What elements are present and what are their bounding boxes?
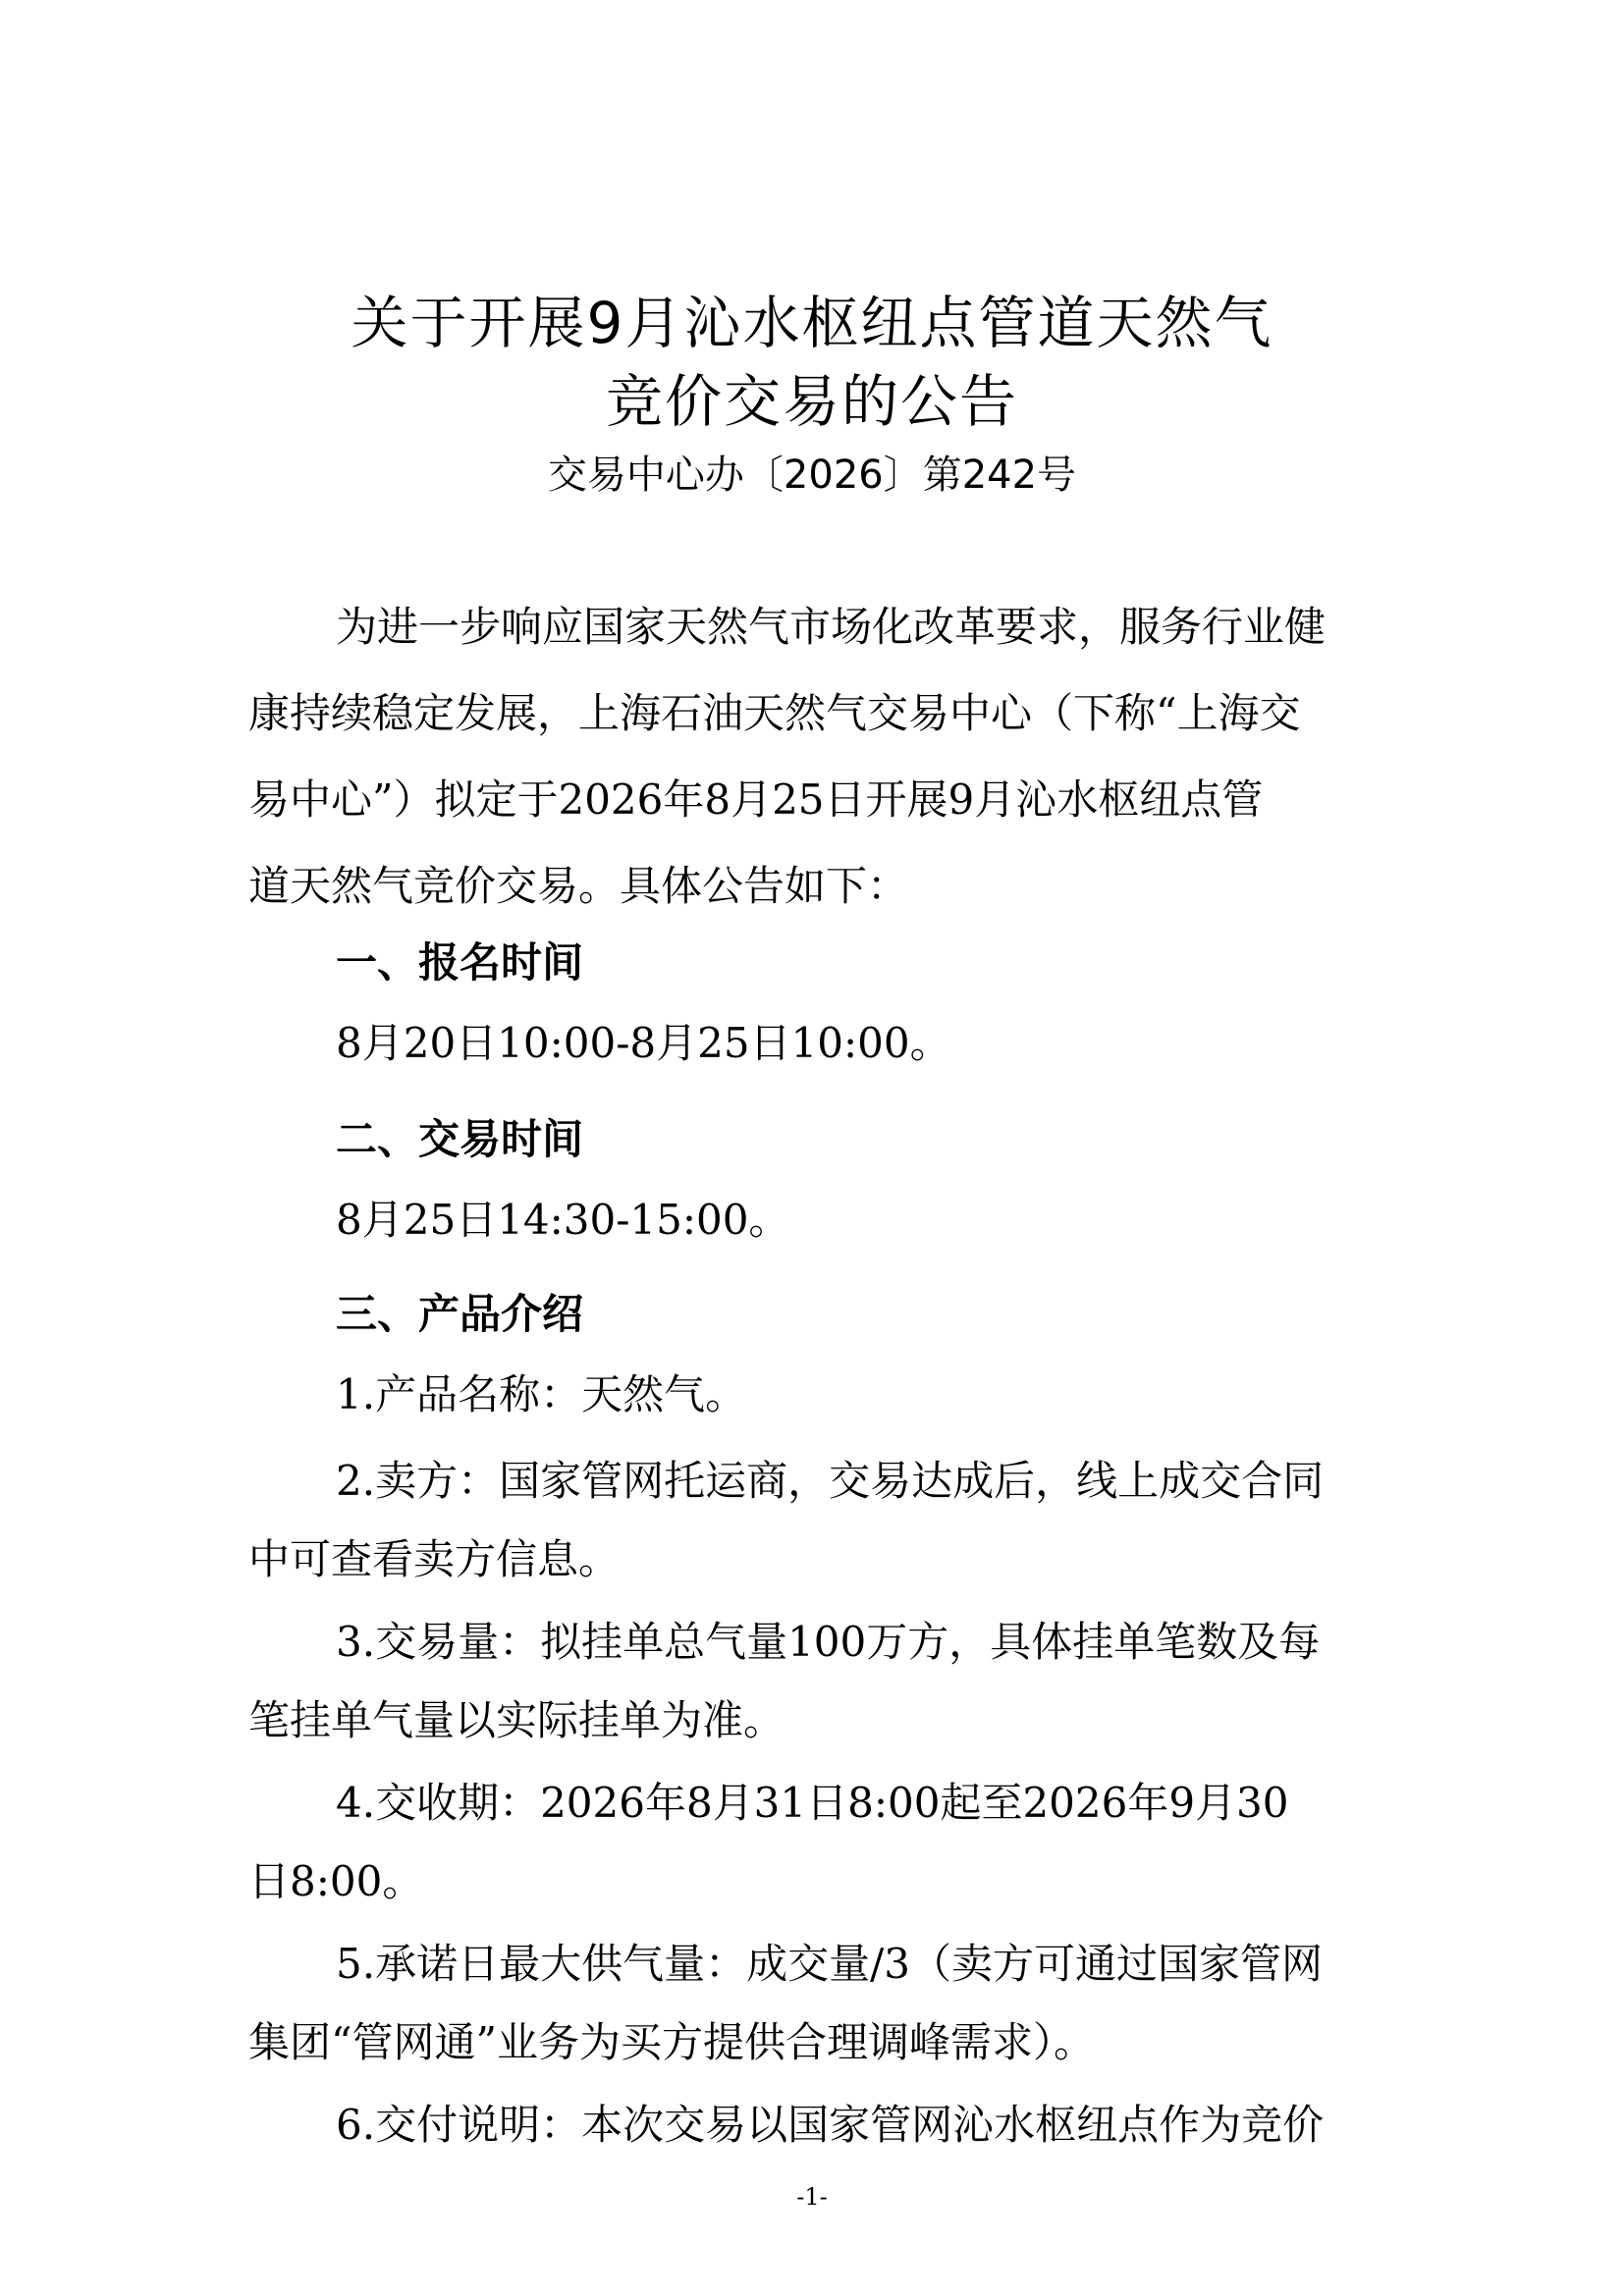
intro-line-2: 康持续稳定发展，上海石油天然气交易中心（下称“上海交 [248,689,1301,737]
product-item-2-line-1: 2.卖方：国家管网托运商，交易达成后，线上成交合同 [336,1457,1325,1505]
document-number: 交易中心办〔2026〕第242号 [547,453,1077,498]
registration-time-text: 8月20日10:00-8月25日10:00。 [336,1019,951,1067]
product-item-3-line-2: 笔挂单气量以实际挂单为准。 [248,1696,785,1744]
product-item-5-line-1: 5.承诺日最大供气量：成交量/3（卖方可通过国家管网 [336,1940,1323,1988]
title-line-1: 关于开展9月沁水枢纽点管道天然气 [351,290,1273,356]
product-item-4-line-2: 日8:00。 [248,1857,424,1905]
section-heading-registration-time: 一、报名时间 [336,938,584,987]
page-number: -1- [796,2183,828,2211]
trading-time-text: 8月25日14:30-15:00。 [336,1196,790,1244]
section-heading-trading-time: 二、交易时间 [336,1115,584,1163]
product-item-3-line-1: 3.交易量：拟挂单总气量100万方，具体挂单笔数及每 [336,1618,1321,1666]
intro-line-4: 道天然气竞价交易。具体公告如下： [248,862,909,910]
product-item-4-line-1: 4.交收期：2026年8月31日8:00起至2026年9月30 [336,1779,1289,1827]
intro-line-3: 易中心”）拟定于2026年8月25日开展9月沁水枢纽点管 [248,775,1264,824]
product-item-2-line-2: 中可查看卖方信息。 [248,1535,621,1583]
product-item-5-line-2: 集团“管网通”业务为买方提供合理调峰需求）。 [248,2018,1095,2066]
section-heading-product-intro: 三、产品介绍 [336,1290,584,1338]
title-line-2: 竞价交易的公告 [605,368,1018,435]
product-item-1-line-1: 1.产品名称：天然气。 [336,1370,747,1418]
intro-line-1: 为进一步响应国家天然气市场化改革要求，服务行业健 [336,603,1326,651]
product-item-6-line-1: 6.交付说明：本次交易以国家管网沁水枢纽点作为竞价 [336,2101,1325,2149]
